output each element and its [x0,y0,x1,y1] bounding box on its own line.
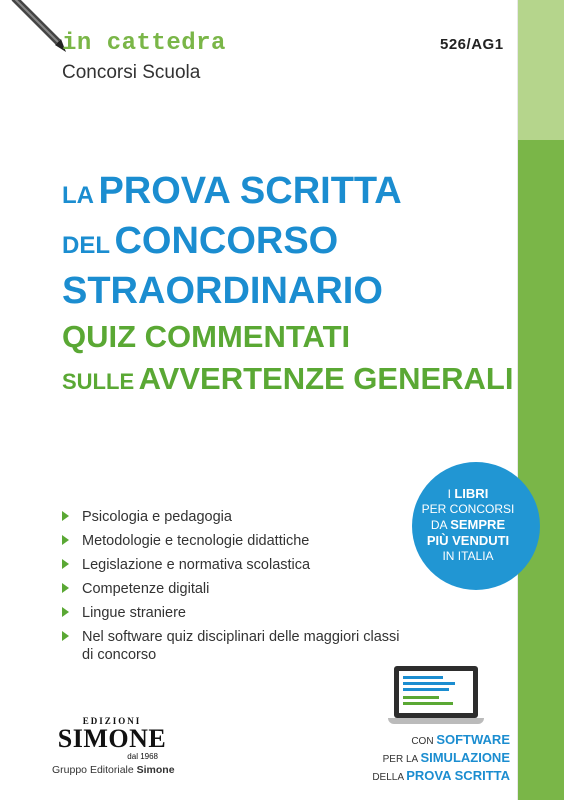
bullet-icon [62,607,69,617]
bullet-icon [62,559,69,569]
book-subtitle [62,316,514,406]
bullet-icon [62,583,69,593]
topic-item: Lingue straniere [62,604,402,622]
topic-item: Metodologie e tecnologie didattiche [62,532,402,550]
topics-list [62,508,402,670]
light-green-stripe-top [518,0,564,140]
title-line-3: STRAORDINARIO [62,270,383,312]
software-note: CON SOFTWARE PER LA SIMULAZIONE DELLA PROVA SCRITTA [372,732,510,783]
pencil-icon [8,0,68,56]
bullet-icon [62,511,69,521]
topic-item: Competenze digitali [62,580,402,598]
topic-item: Nel software quiz disciplinari delle maggiori classi di concorso [62,628,402,664]
topic-item: Legislazione e normativa scolastica [62,556,402,574]
bullet-icon [62,535,69,545]
title-line-1: LA PROVA SCRITTA [62,170,402,212]
bestseller-badge: I LIBRI PER CONCORSI DA SEMPRE PIÙ VENDUTI IN ITALIA [412,462,540,590]
bullet-icon [62,631,69,641]
subtitle-line-2: SULLE AVVERTENZE GENERALI [62,361,514,396]
subtitle-line-1: QUIZ COMMENTATI [62,319,351,354]
brand-prefix: in [62,30,92,57]
publisher-logo: EDIZIONI SIMONE dal 1968 Gruppo Editoriale Simone [52,716,175,776]
brand-name: cattedra [106,30,226,57]
publisher-group: Gruppo Editoriale Simone [52,764,175,776]
series-name: Concorsi Scuola [62,62,201,83]
brand-logo [62,30,226,57]
book-title [62,170,502,312]
mini-cover-thumbnail [399,671,473,713]
catalog-code: 526/AG1 [440,36,504,53]
topic-item: Psicologia e pedagogia [62,508,402,526]
laptop-icon [388,666,484,730]
title-line-2: DEL CONCORSO [62,220,339,262]
